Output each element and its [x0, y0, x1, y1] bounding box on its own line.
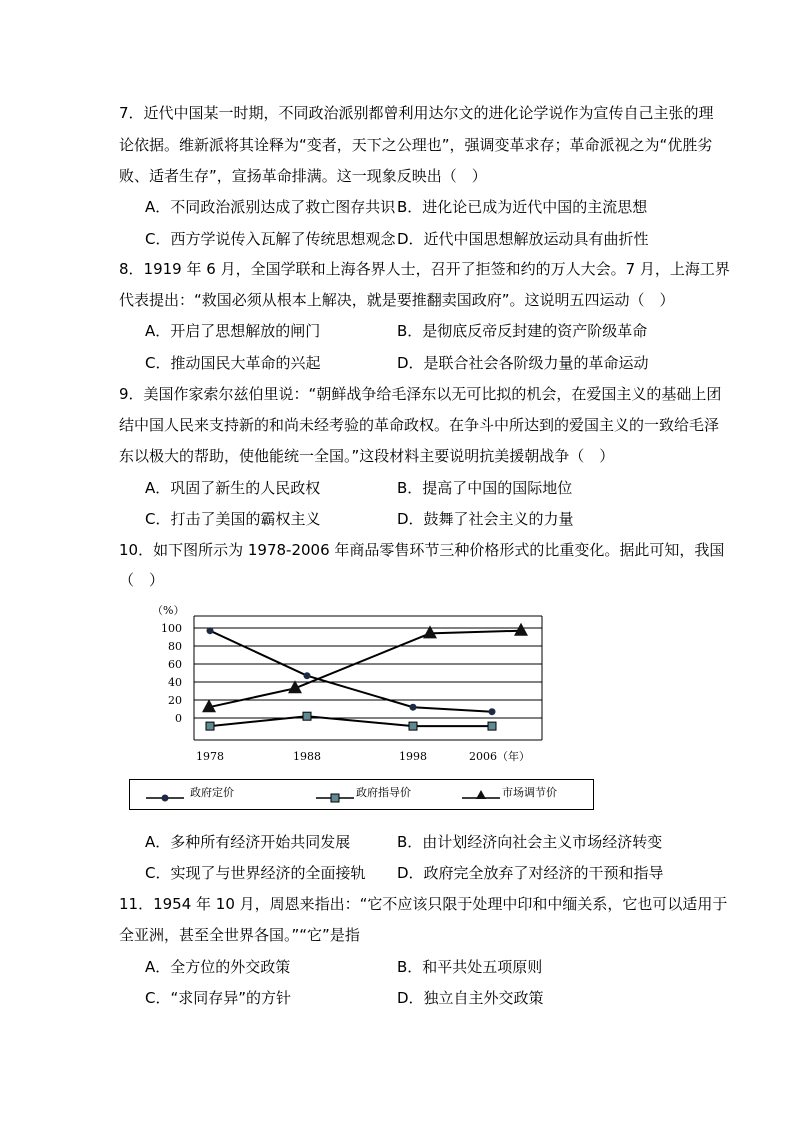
- q10-stem-line2: （ ）: [119, 571, 165, 589]
- chart-x-tick-label: 1978: [196, 750, 224, 763]
- q8-option-c[interactable]: C．推动国民大革命的兴起: [145, 354, 321, 372]
- q10-option-b[interactable]: B．由计划经济向社会主义市场经济转变: [397, 833, 663, 851]
- legend-label-government-guided-price: 政府指导价: [356, 786, 411, 799]
- chart-series-line-2: [209, 631, 521, 708]
- chart-point-circle: [410, 704, 417, 711]
- chart-series-lines: [209, 631, 521, 726]
- q11-stem-line1: 11．1954 年 10 月，周恩来指出：“它不应该只限于处理中印和中缅关系，它也可以适用于: [119, 895, 728, 913]
- q9-option-d[interactable]: D．鼓舞了社会主义的力量: [397, 510, 574, 528]
- q9-option-b[interactable]: B．提高了中国的国际地位: [397, 479, 573, 497]
- chart-point-square: [488, 722, 496, 730]
- q8-option-b[interactable]: B．是彻底反帝反封建的资产阶级革命: [397, 322, 648, 340]
- chart-point-square: [409, 722, 417, 730]
- legend-label-market-price: 市场调节价: [502, 786, 557, 799]
- q9-stem-line3: 东以极大的帮助，使他能统一全国。”这段材料主要说明抗美援朝战争（ ）: [119, 447, 615, 465]
- q9-option-a[interactable]: A．巩固了新生的人民政权: [145, 479, 321, 497]
- legend-triangle-line-icon: [460, 786, 504, 804]
- chart-point-circle: [207, 627, 214, 634]
- q7-option-a[interactable]: A．不同政治派别达成了救亡图存共识: [145, 198, 396, 216]
- legend-square-line-icon: [314, 788, 358, 804]
- q10-option-c[interactable]: C．实现了与世界经济的全面接轨: [145, 864, 366, 882]
- chart-series-markers: [202, 623, 528, 730]
- legend-circle-line-icon: [144, 788, 188, 804]
- q11-option-d[interactable]: D．独立自主外交政策: [397, 989, 544, 1007]
- q7-option-b[interactable]: B．进化论已成为近代中国的主流思想: [397, 198, 648, 216]
- q10-option-d[interactable]: D．政府完全放弃了对经济的干预和指导: [397, 864, 664, 882]
- q8-option-d[interactable]: D．是联合社会各阶级力量的革命运动: [397, 354, 649, 372]
- chart-point-circle: [304, 672, 311, 679]
- chart-y-tick-label: 0: [175, 712, 182, 725]
- q11-stem-line2: 全亚洲，甚至全世界各国。”“它”是指: [119, 926, 360, 944]
- chart-y-tick-label: 40: [168, 676, 182, 689]
- price-share-line-chart: [150, 600, 550, 770]
- q8-option-a[interactable]: A．开启了思想解放的闸门: [145, 322, 321, 340]
- q7-stem-line3: 败、适者生存”，宣扬革命排满。这一现象反映出（ ）: [119, 167, 487, 185]
- q9-option-c[interactable]: C．打击了美国的霸权主义: [145, 510, 321, 528]
- q11-option-b[interactable]: B．和平共处五项原则: [397, 958, 543, 976]
- chart-y-ticks: [161, 622, 182, 725]
- q10-stem-line1: 10．如下图所示为 1978-2006 年商品零售环节三种价格形式的比重变化。据此可知，我国: [119, 541, 725, 559]
- q8-stem-line1: 8．1919 年 6 月，全国学联和上海各界人士，召开了拒签和约的万人大会。7 月，上海工界: [119, 260, 730, 278]
- chart-x-tick-label: 2006（年）: [469, 750, 530, 763]
- chart-y-tick-label: 80: [168, 640, 182, 653]
- chart-x-ticks: [196, 749, 530, 763]
- q9-stem-line2: 结中国人民来支持新的和尚未经考验的革命政权。在争斗中所达到的爱国主义的一致给毛泽: [119, 416, 720, 434]
- chart-point-circle: [489, 708, 496, 715]
- chart-point-triangle: [514, 623, 528, 636]
- q11-option-a[interactable]: A．全方位的外交政策: [145, 958, 291, 976]
- legend-label-government-price: 政府定价: [190, 786, 234, 799]
- q10-option-a[interactable]: A．多种所有经济开始共同发展: [145, 833, 351, 851]
- q8-stem-line2: 代表提出：“救国必须从根本上解决，就是要推翻卖国政府”。这说明五四运动（ ）: [119, 291, 675, 309]
- chart-y-tick-label: 20: [168, 694, 182, 707]
- chart-legend: [129, 779, 594, 810]
- q7-option-d[interactable]: D．近代中国思想解放运动具有曲折性: [397, 230, 649, 248]
- chart-x-tick-label: 1988: [293, 750, 321, 763]
- q7-stem-line1: 7．近代中国某一时期，不同政治派别都曾利用达尔文的进化论学说作为宣传自己主张的理: [119, 104, 714, 122]
- q7-option-c[interactable]: C．西方学说传入瓦解了传统思想观念: [145, 230, 396, 248]
- q7-stem-line2: 论依据。维新派将其诠释为“变者，天下之公理也”，强调变革求存；革命派视之为“优胜劣: [119, 136, 713, 154]
- chart-y-axis-label: （%）: [152, 604, 185, 617]
- chart-y-tick-label: 60: [168, 658, 182, 671]
- chart-point-triangle: [423, 625, 437, 638]
- chart-x-tick-label: 1998: [399, 750, 427, 763]
- q9-stem-line1: 9．美国作家索尔兹伯里说：“朝鲜战争给毛泽东以无可比拟的机会，在爱国主义的基础上团: [119, 385, 722, 403]
- q11-option-c[interactable]: C．“求同存异”的方针: [145, 989, 292, 1007]
- chart-y-tick-label: 100: [161, 622, 182, 635]
- chart-point-square: [206, 722, 214, 730]
- chart-point-square: [303, 712, 311, 720]
